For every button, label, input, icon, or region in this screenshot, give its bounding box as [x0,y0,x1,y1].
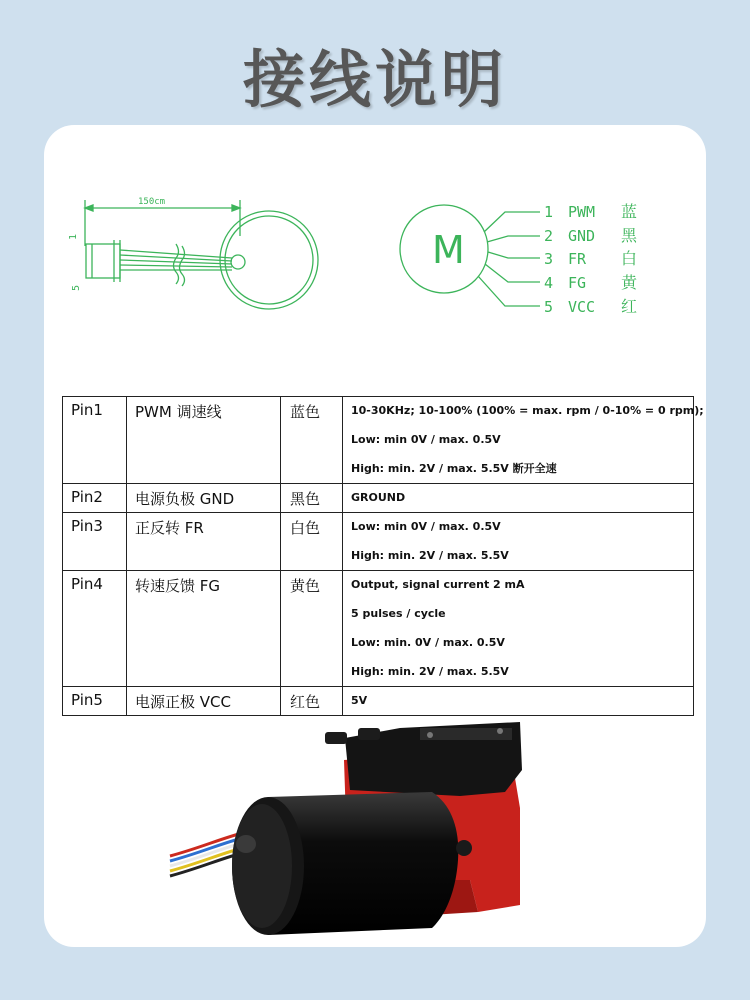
color-cell: 蓝色 [281,397,343,484]
pin-name-4: FG [568,274,587,292]
color-cell: 黑色 [281,484,343,513]
pin-name-2: GND [568,227,596,245]
pin-cell: Pin1 [63,397,127,484]
function-cell: 正反转 FR [127,513,281,571]
pin-cell: Pin5 [63,687,127,716]
description-line: Low: min. 0V / max. 0.5V [351,636,505,649]
description-line: High: min. 2V / max. 5.5V [351,549,509,562]
page-title: 接线说明 [242,43,507,116]
pin-color-5: 红 [621,297,638,316]
motor-label: M [432,228,465,272]
pin-num-4: 4 [544,274,554,292]
description-line: Low: min 0V / max. 0.5V [351,520,501,533]
pin-name-5: VCC [568,298,596,316]
color-cell: 白色 [281,513,343,571]
pin-color-3: 白 [621,249,638,268]
pin-cell: Pin4 [63,571,127,687]
function-cell: 转速反馈 FG [127,571,281,687]
function-cell: 电源正极 VCC [127,687,281,716]
description-line: Low: min 0V / max. 0.5V [351,433,501,446]
description-line: 10-30KHz; 10-100% (100% = max. rpm / 0-10% = 0 rpm); [351,404,704,417]
pin-name-3: FR [568,250,587,268]
pump-head [325,722,522,796]
description-line: High: min. 2V / max. 5.5V 断开全速 [351,462,557,475]
description-line: Output, signal current 2 mA [351,578,525,591]
connector-pin-last: 5 [71,284,82,291]
pin-num-5: 5 [544,298,554,316]
pin-color-4: 黄 [621,273,638,292]
description-line: GROUND [351,491,406,504]
color-cell: 黄色 [281,571,343,687]
function-cell: 电源负极 GND [127,484,281,513]
pin-name-1: PWM [568,203,596,221]
description-line: 5 pulses / cycle [351,607,446,620]
function-cell: PWM 调速线 [127,397,281,484]
pin-num-1: 1 [544,203,554,221]
pin-cell: Pin3 [63,513,127,571]
description-line: High: min. 2V / max. 5.5V [351,665,509,678]
color-cell: 红色 [281,687,343,716]
pin-num-3: 3 [544,250,554,268]
connector-pin-first: 1 [68,233,79,240]
pin-color-2: 黑 [621,226,638,245]
description-line: 5V [351,694,368,707]
pin-num-2: 2 [544,227,554,245]
pump-motor [232,792,472,935]
pin-cell: Pin2 [63,484,127,513]
pin-color-1: 蓝 [621,202,638,221]
dimension-label: 150cm [138,197,166,207]
